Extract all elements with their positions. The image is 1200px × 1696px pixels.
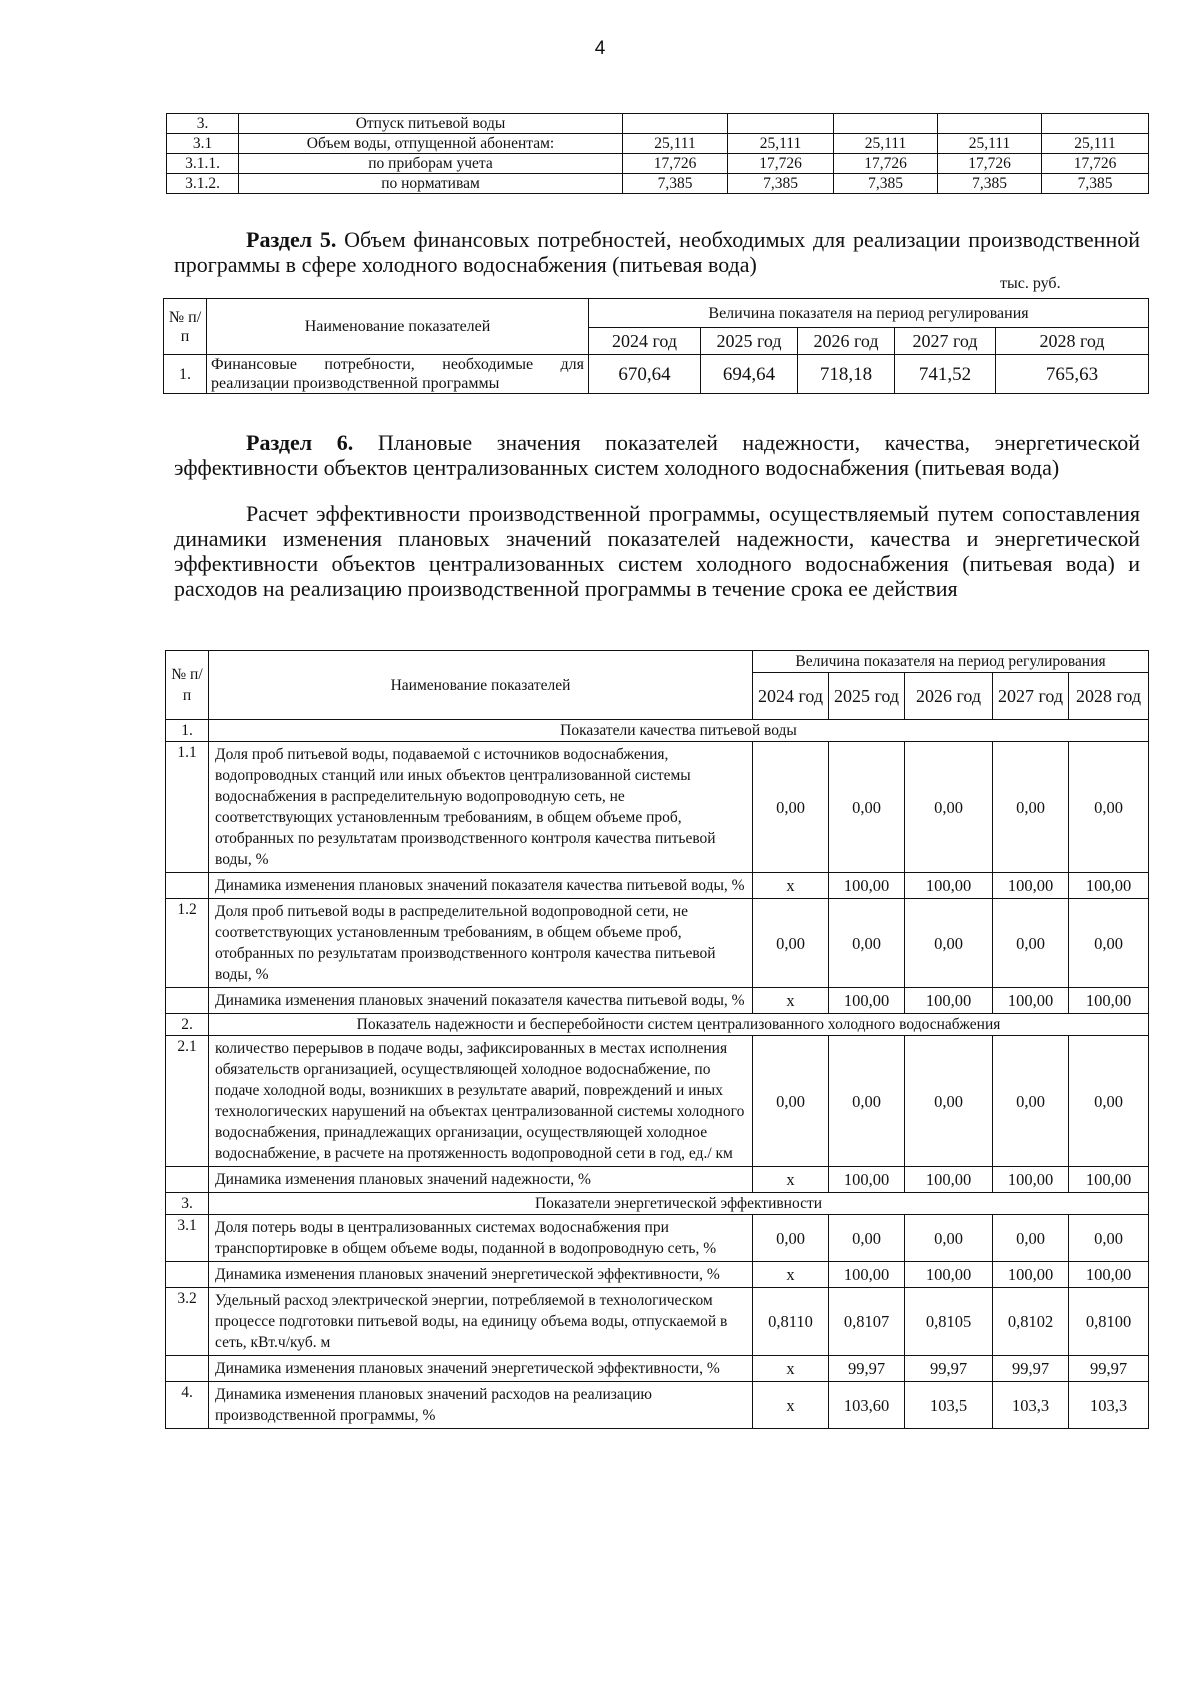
value-cell: 100,00 bbox=[1069, 988, 1149, 1014]
value-cell: 0,00 bbox=[829, 1036, 905, 1167]
value-cell: 100,00 bbox=[1069, 873, 1149, 899]
value-cell: 25,111 bbox=[728, 134, 834, 154]
group-number: 3. bbox=[166, 1193, 209, 1215]
value-cell: 0,00 bbox=[993, 1215, 1069, 1262]
row-number: 2.1 bbox=[166, 1036, 209, 1167]
value-cell: х bbox=[753, 988, 829, 1014]
value-cell: 0,00 bbox=[905, 1036, 993, 1167]
water-supply-table bbox=[166, 113, 1149, 194]
value-cell: 0,00 bbox=[753, 742, 829, 873]
table-row bbox=[167, 154, 1149, 174]
row-number bbox=[166, 988, 209, 1014]
table-row bbox=[167, 134, 1149, 154]
header-year: 2024 год bbox=[753, 673, 829, 720]
value-cell: 103,3 bbox=[993, 1382, 1069, 1429]
value-cell: 25,111 bbox=[1042, 134, 1149, 154]
value-cell: 765,63 bbox=[996, 355, 1149, 394]
row-name: Динамика изменения плановых значений энергетической эффективности, % bbox=[209, 1262, 753, 1288]
value-cell: 25,111 bbox=[623, 134, 728, 154]
table-row bbox=[167, 174, 1149, 194]
value-cell: х bbox=[753, 1262, 829, 1288]
value-cell: 0,00 bbox=[993, 742, 1069, 873]
section6-title: Плановые значения показателей надежности, качества, энергетической эффективности объектов централизованных систем холодного водоснабжения (питьевая вода) bbox=[174, 430, 1140, 480]
value-cell: 0,00 bbox=[1069, 899, 1149, 988]
value-cell: 0,8102 bbox=[993, 1288, 1069, 1356]
financial-needs-table bbox=[163, 298, 1149, 394]
table-row bbox=[166, 1382, 1149, 1429]
group-title: Показатель надежности и бесперебойности систем централизованного холодного водоснабжения bbox=[209, 1014, 1149, 1036]
header-year: 2026 год bbox=[905, 673, 993, 720]
value-cell: 99,97 bbox=[1069, 1356, 1149, 1382]
value-cell: 0,00 bbox=[1069, 742, 1149, 873]
header-year: 2025 год bbox=[829, 673, 905, 720]
value-cell bbox=[938, 114, 1042, 134]
row-name: количество перерывов в подаче воды, зафиксированных в местах исполнения обязательств организацией, осуществляющей холодное водоснабжение, по подаче холодной воды, возникших в результате аварий, повреждений и иных технологических нарушений на объектах централизованной системы холодного водоснабжения, принадлежащих организации, осуществляющей холодное водоснабжение, в расчете на протяженность водопроводной сети в год, ед./ км bbox=[209, 1036, 753, 1167]
value-cell: х bbox=[753, 1356, 829, 1382]
value-cell: 100,00 bbox=[905, 873, 993, 899]
value-cell: 100,00 bbox=[905, 988, 993, 1014]
header-name: Наименование показателей bbox=[209, 651, 753, 720]
value-cell: 100,00 bbox=[905, 1167, 993, 1193]
value-cell: 99,97 bbox=[905, 1356, 993, 1382]
value-cell: 99,97 bbox=[829, 1356, 905, 1382]
value-cell: 103,3 bbox=[1069, 1382, 1149, 1429]
value-cell: 100,00 bbox=[829, 873, 905, 899]
section5-heading bbox=[174, 227, 1140, 277]
row-name: Объем воды, отпущенной абонентам: bbox=[239, 134, 623, 154]
row-number: 4. bbox=[166, 1382, 209, 1429]
header-year: 2028 год bbox=[1069, 673, 1149, 720]
value-cell: 100,00 bbox=[1069, 1262, 1149, 1288]
value-cell: 100,00 bbox=[993, 1262, 1069, 1288]
row-name: Доля проб питьевой воды в распределительной водопроводной сети, не соответствующих установленным требованиям, в общем объеме проб, отобранных по результатам производственного контроля качества питьевой воды, % bbox=[209, 899, 753, 988]
value-cell bbox=[623, 114, 728, 134]
value-cell: 7,385 bbox=[623, 174, 728, 194]
value-cell: 741,52 bbox=[895, 355, 996, 394]
table-row bbox=[166, 1356, 1149, 1382]
row-number bbox=[166, 873, 209, 899]
row-name: по приборам учета bbox=[239, 154, 623, 174]
table-row bbox=[166, 873, 1149, 899]
row-name: Удельный расход электрической энергии, потребляемой в технологическом процессе подготовки питьевой воды, на единицу объема воды, отпускаемой в сеть, кВт.ч/куб. м bbox=[209, 1288, 753, 1356]
value-cell: 0,00 bbox=[1069, 1215, 1149, 1262]
value-cell: 7,385 bbox=[1042, 174, 1149, 194]
value-cell: 0,00 bbox=[829, 742, 905, 873]
header-year: 2027 год bbox=[895, 328, 996, 355]
row-name: Динамика изменения плановых значений расходов на реализацию производственной программы, % bbox=[209, 1382, 753, 1429]
value-cell: х bbox=[753, 873, 829, 899]
value-cell bbox=[1042, 114, 1149, 134]
group-header-row bbox=[166, 1014, 1149, 1036]
indicators-table bbox=[165, 650, 1149, 1429]
row-name: Динамика изменения плановых значений энергетической эффективности, % bbox=[209, 1356, 753, 1382]
header-year: 2027 год bbox=[993, 673, 1069, 720]
row-name: Финансовые потребности, необходимые для реализации производственной программы bbox=[207, 355, 589, 394]
header-num: № п/п bbox=[166, 651, 209, 720]
value-cell: 718,18 bbox=[798, 355, 895, 394]
header-year: 2026 год bbox=[798, 328, 895, 355]
row-number: 3.2 bbox=[166, 1288, 209, 1356]
value-cell: 17,726 bbox=[623, 154, 728, 174]
value-cell: 100,00 bbox=[829, 988, 905, 1014]
section5-title: Объем финансовых потребностей, необходимых для реализации производственной программы в сфере холодного водоснабжения (питьевая вода) bbox=[174, 227, 1141, 277]
value-cell: 99,97 bbox=[993, 1356, 1069, 1382]
table-row bbox=[164, 355, 1149, 394]
value-cell: 0,00 bbox=[829, 1215, 905, 1262]
header-year: 2028 год bbox=[996, 328, 1149, 355]
value-cell: 17,726 bbox=[938, 154, 1042, 174]
row-number: 1. bbox=[164, 355, 207, 394]
value-cell: х bbox=[753, 1167, 829, 1193]
value-cell: 100,00 bbox=[993, 1167, 1069, 1193]
table-row bbox=[166, 1262, 1149, 1288]
row-name: Динамика изменения плановых значений надежности, % bbox=[209, 1167, 753, 1193]
row-name: Отпуск питьевой воды bbox=[239, 114, 623, 134]
value-cell: 100,00 bbox=[993, 988, 1069, 1014]
value-cell: 0,8107 bbox=[829, 1288, 905, 1356]
row-number: 1.1 bbox=[166, 742, 209, 873]
row-number bbox=[166, 1262, 209, 1288]
section6-label: Раздел 6. bbox=[246, 430, 354, 455]
value-cell: 103,60 bbox=[829, 1382, 905, 1429]
value-cell: 100,00 bbox=[829, 1167, 905, 1193]
value-cell: 100,00 bbox=[829, 1262, 905, 1288]
value-cell: 0,00 bbox=[993, 899, 1069, 988]
group-title: Показатели качества питьевой воды bbox=[209, 720, 1149, 742]
table-row bbox=[166, 988, 1149, 1014]
section6-paragraph: Расчет эффективности производственной программы, осуществляемый путем сопоставления динамики изменения плановых значений показателей надежности, качества и энергетической эффективности объектов централизованных систем холодного водоснабжения (питьевая вода) и расходов на реализацию производственной программы в течение срока ее действия bbox=[174, 501, 1140, 601]
value-cell: 7,385 bbox=[728, 174, 834, 194]
value-cell: 0,00 bbox=[829, 899, 905, 988]
row-number: 3.1.2. bbox=[167, 174, 239, 194]
section6-heading bbox=[174, 430, 1140, 480]
table-row bbox=[166, 1036, 1149, 1167]
group-header-row bbox=[166, 720, 1149, 742]
value-cell: 103,5 bbox=[905, 1382, 993, 1429]
row-name: Доля потерь воды в централизованных системах водоснабжения при транспортировке в общем объеме воды, поданной в водопроводную сеть, % bbox=[209, 1215, 753, 1262]
header-name: Наименование показателей bbox=[207, 299, 589, 355]
value-cell: 0,00 bbox=[905, 1215, 993, 1262]
value-cell: 0,8100 bbox=[1069, 1288, 1149, 1356]
table-row bbox=[166, 1288, 1149, 1356]
row-number bbox=[166, 1167, 209, 1193]
value-cell: х bbox=[753, 1382, 829, 1429]
table-row bbox=[167, 114, 1149, 134]
row-number: 1.2 bbox=[166, 899, 209, 988]
row-number: 3.1 bbox=[167, 134, 239, 154]
group-title: Показатели энергетической эффективности bbox=[209, 1193, 1149, 1215]
group-number: 1. bbox=[166, 720, 209, 742]
value-cell: 17,726 bbox=[1042, 154, 1149, 174]
header-period: Величина показателя на период регулирования bbox=[753, 651, 1149, 673]
table-row bbox=[166, 742, 1149, 873]
row-number: 3.1.1. bbox=[167, 154, 239, 174]
value-cell: 100,00 bbox=[1069, 1167, 1149, 1193]
value-cell: 25,111 bbox=[834, 134, 938, 154]
group-number: 2. bbox=[166, 1014, 209, 1036]
value-cell: 17,726 bbox=[834, 154, 938, 174]
value-cell: 0,00 bbox=[753, 899, 829, 988]
value-cell: 670,64 bbox=[589, 355, 701, 394]
row-number: 3. bbox=[167, 114, 239, 134]
page-number: 4 bbox=[594, 38, 606, 59]
header-num: № п/п bbox=[164, 299, 207, 355]
value-cell: 694,64 bbox=[701, 355, 798, 394]
value-cell bbox=[728, 114, 834, 134]
value-cell: 0,8110 bbox=[753, 1288, 829, 1356]
row-number bbox=[166, 1356, 209, 1382]
value-cell: 0,00 bbox=[905, 742, 993, 873]
value-cell: 25,111 bbox=[938, 134, 1042, 154]
value-cell: 0,00 bbox=[753, 1036, 829, 1167]
value-cell: 0,8105 bbox=[905, 1288, 993, 1356]
row-number: 3.1 bbox=[166, 1215, 209, 1262]
value-cell bbox=[834, 114, 938, 134]
header-period: Величина показателя на период регулирования bbox=[589, 299, 1149, 328]
table-row bbox=[166, 1215, 1149, 1262]
value-cell: 0,00 bbox=[753, 1215, 829, 1262]
table-row bbox=[166, 899, 1149, 988]
header-year: 2024 год bbox=[589, 328, 701, 355]
value-cell: 7,385 bbox=[938, 174, 1042, 194]
row-name: Динамика изменения плановых значений показателя качества питьевой воды, % bbox=[209, 988, 753, 1014]
value-cell: 0,00 bbox=[1069, 1036, 1149, 1167]
row-name: по нормативам bbox=[239, 174, 623, 194]
value-cell: 0,00 bbox=[993, 1036, 1069, 1167]
section5-label: Раздел 5. bbox=[246, 227, 337, 252]
value-cell: 17,726 bbox=[728, 154, 834, 174]
value-cell: 100,00 bbox=[905, 1262, 993, 1288]
value-cell: 7,385 bbox=[834, 174, 938, 194]
header-year: 2025 год bbox=[701, 328, 798, 355]
group-header-row bbox=[166, 1193, 1149, 1215]
table-row bbox=[166, 1167, 1149, 1193]
value-cell: 0,00 bbox=[905, 899, 993, 988]
value-cell: 100,00 bbox=[993, 873, 1069, 899]
row-name: Динамика изменения плановых значений показателя качества питьевой воды, % bbox=[209, 873, 753, 899]
unit-label: тыс. руб. bbox=[1000, 275, 1061, 292]
row-name: Доля проб питьевой воды, подаваемой с источников водоснабжения, водопроводных станций или иных объектов централизованной системы водоснабжения в распределительную водопроводную сеть, не соответствующих установленным требованиям, в общем объеме проб, отобранных по результатам производственного контроля качества питьевой воды, % bbox=[209, 742, 753, 873]
